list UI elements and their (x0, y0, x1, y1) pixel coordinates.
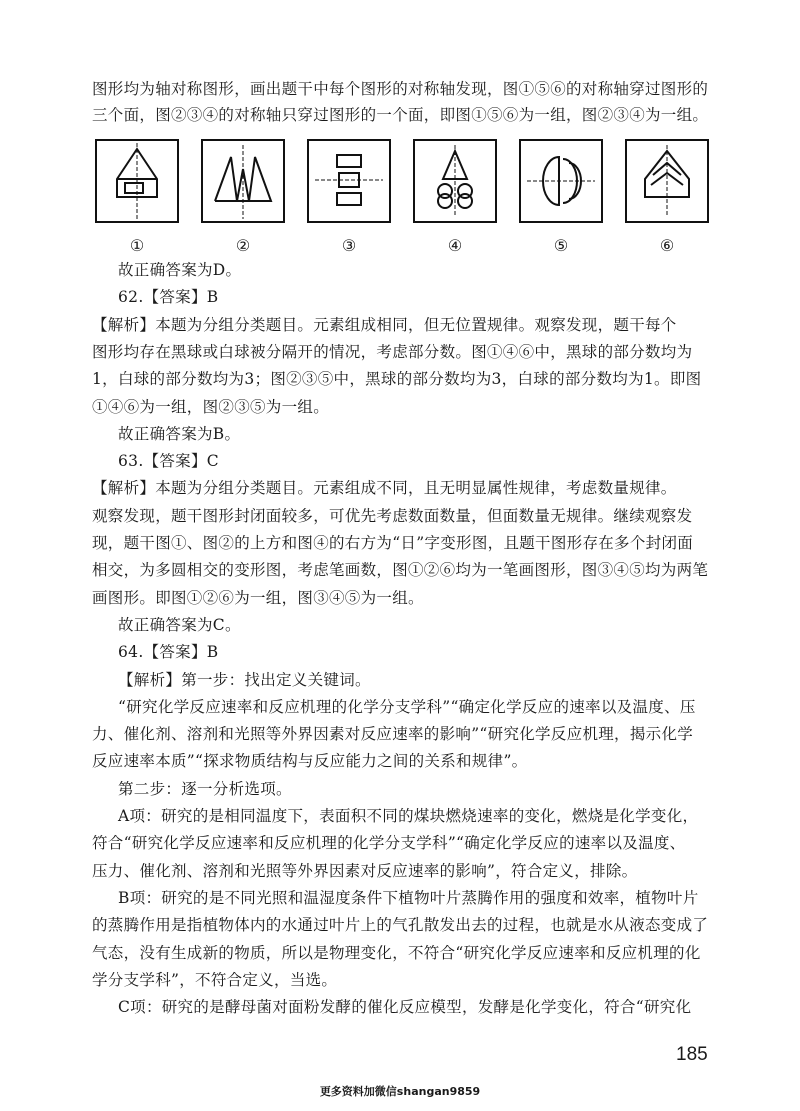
body-line: 学分支学科”，不符合定义，当选。 (92, 971, 338, 989)
figure-label-1: ① (129, 236, 145, 255)
body-line: 故正确答案为D。 (118, 261, 242, 279)
figure-label-2: ② (235, 236, 251, 255)
body-line: 图形均存在黑球或白球被分隔开的情况，考虑部分数。图①④⑥中，黑球的部分数均为 (92, 343, 693, 361)
figure-label-5: ⑤ (553, 236, 569, 255)
intro-line-1: 图形均为轴对称图形，画出题干中每个图形的对称轴发现，图①⑤⑥的对称轴穿过图形的 (92, 80, 709, 98)
figure-label-6: ⑥ (659, 236, 675, 255)
figure-3 (307, 139, 391, 223)
figure-5 (519, 139, 603, 223)
body-line: 【解析】本题为分组分类题目。元素组成相同，但无位置规律。观察发现，题干每个 (92, 316, 677, 334)
body-line: 压力、催化剂、溶剂和光照等外界因素对反应速率的影响”，符合定义，排除。 (92, 862, 638, 880)
body-line: A项：研究的是相同温度下，表面积不同的煤块燃烧速率的变化，燃烧是化学变化， (118, 807, 699, 825)
figure-label-4: ④ (447, 236, 463, 255)
figure-4 (413, 139, 497, 223)
body-line: 反应速率本质”“探求物质结构与反应能力之间的关系和规律”。 (92, 752, 528, 770)
body-line: 相交，为多圆相交的变形图，考虑笔画数，图①②⑥均为一笔画图形，图③④⑤均为两笔 (92, 561, 709, 579)
footer-note: 更多资料加微信shangan9859 (319, 1085, 481, 1098)
body-line: 【解析】本题为分组分类题目。元素组成不同，且无明显属性规律，考虑数量规律。 (92, 479, 677, 497)
body-line: “研究化学反应速率和反应机理的化学分支学科”“确定化学反应的速率以及温度、压 (118, 698, 696, 716)
body-line: 观察发现，题干图形封闭面较多，可优先考虑数面数量，但面数量无规律。继续观察发 (92, 507, 693, 525)
body-line: 62.【答案】B (118, 288, 219, 306)
body-line: 64.【答案】B (118, 643, 219, 661)
page-number: 185 (676, 1044, 708, 1065)
body-line: C项：研究的是酵母菌对面粉发酵的催化反应模型，发酵是化学变化，符合“研究化 (118, 998, 692, 1016)
body-line: 气态，没有生成新的物质，所以是物理变化，不符合“研究化学反应速率和反应机理的化 (92, 944, 701, 962)
figure-label-3: ③ (341, 236, 357, 255)
body-line: 63.【答案】C (118, 452, 219, 470)
figure-1 (95, 139, 179, 223)
body-line: 【解析】第一步：找出定义关键词。 (118, 671, 371, 689)
body-line: 第二步：逐一分析选项。 (118, 780, 292, 798)
figure-row (95, 139, 715, 269)
body-line: 符合“研究化学反应速率和反应机理的化学分支学科”“确定化学反应的速率以及温度、 (92, 834, 686, 852)
body-line: 故正确答案为C。 (118, 616, 241, 634)
body-line: 现，题干图①、图②的上方和图④的右方为“日”字变形图，且题干图形存在多个封闭面 (92, 534, 694, 552)
body-line: 的蒸腾作用是指植物体内的水通过叶片上的气孔散发出去的过程，也就是水从液态变成了 (92, 916, 709, 934)
body-line: 1，白球的部分数均为3；图②③⑤中，黑球的部分数均为3，白球的部分数均为1。即图 (92, 370, 702, 388)
figure-2 (201, 139, 285, 223)
intro-line-2: 三个面，图②③④的对称轴只穿过图形的一个面，即图①⑤⑥为一组，图②③④为一组。 (92, 106, 709, 124)
figure-6 (625, 139, 709, 223)
body-line: 画图形。即图①②⑥为一组，图③④⑤为一组。 (92, 589, 424, 607)
body-line: 故正确答案为B。 (118, 425, 241, 443)
body-line: ①④⑥为一组，图②③⑤为一组。 (92, 398, 330, 416)
body-line: B项：研究的是不同光照和温湿度条件下植物叶片蒸腾作用的强度和效率，植物叶片 (118, 889, 699, 907)
body-line: 力、催化剂、溶剂和光照等外界因素对反应速率的影响”“研究化学反应机理，揭示化学 (92, 725, 694, 743)
